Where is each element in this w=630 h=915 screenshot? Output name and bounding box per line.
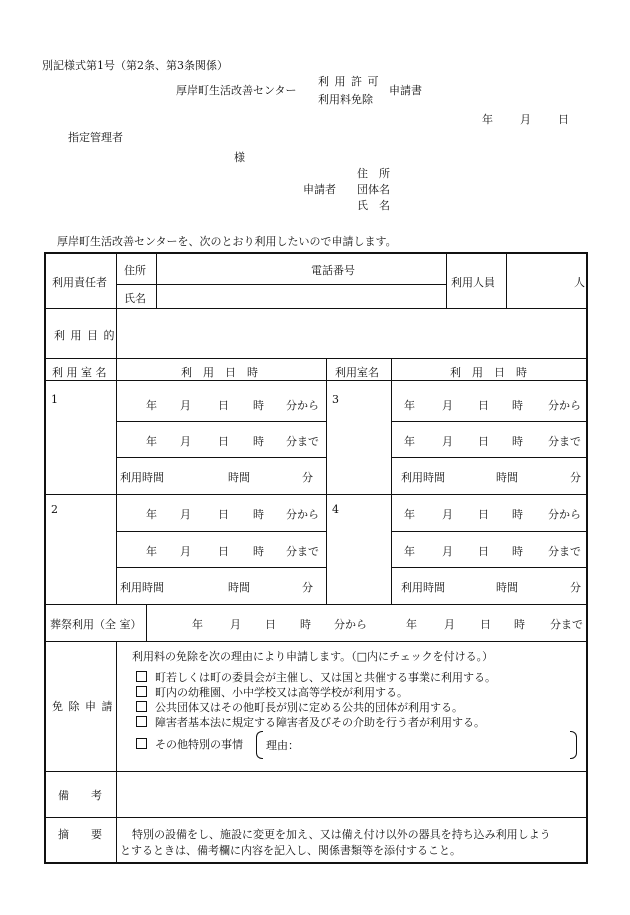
to-hour: 時: [253, 435, 264, 448]
reason-input[interactable]: [308, 733, 564, 753]
usage-hours: 時間: [228, 581, 250, 594]
reason-item: 障害者基本法に規定する障害者及びその介助を行う者が利用する。: [136, 714, 485, 730]
to-year: 年: [404, 435, 415, 448]
funeral-from-month: 月: [230, 618, 241, 631]
reason-item: 公共団体又はその他町長が別に定める公共的団体が利用する。: [136, 699, 463, 715]
person-unit: 人: [574, 276, 585, 289]
purpose-label: 利 用 目 的: [54, 329, 116, 342]
funeral-to-year: 年: [406, 618, 417, 631]
usage-time-label: 利用時間: [120, 581, 164, 594]
date-day: 日: [558, 113, 569, 126]
usage-minutes: 分: [302, 471, 313, 484]
reason-checkbox[interactable]: [136, 701, 147, 712]
usage-time-label: 利用時間: [120, 471, 164, 484]
doc-suffix: 申請書: [389, 84, 422, 97]
recipient: 指定管理者: [68, 131, 123, 144]
to-minute: 分まで: [548, 545, 581, 558]
users-count-label: 利用人員: [451, 276, 495, 289]
to-minute: 分まで: [286, 545, 319, 558]
to-hour: 時: [512, 545, 523, 558]
to-day: 日: [478, 435, 489, 448]
remarks-label: 備 考: [58, 789, 102, 802]
funeral-from-hour: 時: [300, 618, 311, 631]
to-year: 年: [404, 545, 415, 558]
reason-checkbox[interactable]: [136, 671, 147, 682]
reason-item: 町内の幼稚園、小中学校又は高等学校が利用する。: [136, 684, 408, 700]
funeral-to-minute: 分まで: [550, 618, 583, 631]
funeral-from-day: 日: [265, 618, 276, 631]
to-year: 年: [146, 545, 157, 558]
funeral-to-day: 日: [480, 618, 491, 631]
usage-hours: 時間: [496, 471, 518, 484]
room-3: 3: [332, 393, 339, 406]
reason-bracket-left: [256, 731, 263, 759]
from-year: 年: [404, 399, 415, 412]
type-permit: 利 用 許 可: [318, 75, 380, 88]
from-month: 月: [442, 508, 453, 521]
other-reason-item: その他特別の事情: [136, 736, 243, 752]
phone-label: 電話番号: [311, 264, 355, 277]
name-cell-label: 氏名: [124, 292, 146, 305]
to-minute: 分まで: [286, 435, 319, 448]
to-month: 月: [442, 435, 453, 448]
to-hour: 時: [512, 435, 523, 448]
date-year: 年: [482, 113, 493, 126]
usage-time-label: 利用時間: [401, 581, 445, 594]
funeral-to-month: 月: [444, 618, 455, 631]
exemption-label: 免 除 申 請: [52, 700, 114, 713]
reason-label: 理由：: [266, 739, 299, 752]
from-hour: 時: [253, 399, 264, 412]
from-minute: 分から: [286, 508, 319, 521]
usage-hours: 時間: [496, 581, 518, 594]
from-year: 年: [404, 508, 415, 521]
notes-line-1: 特別の設備をし、施設に変更を加え、又は備え付け以外の器具を持ち込み利用しよう: [132, 828, 551, 841]
form-number: 別記様式第1号（第2条、第3条関係）: [42, 59, 228, 72]
datetime-label-2: 利 用 日 時: [450, 366, 527, 379]
funeral-to-hour: 時: [514, 618, 525, 631]
reason-bracket-right: [570, 731, 577, 759]
funeral-label: 葬祭利用（全 室）: [50, 618, 142, 631]
from-day: 日: [218, 508, 229, 521]
funeral-from-year: 年: [192, 618, 203, 631]
group-label: 団体名: [357, 183, 390, 196]
application-table: [44, 252, 588, 864]
datetime-label-1: 利 用 日 時: [181, 366, 258, 379]
room-4: 4: [332, 503, 339, 516]
reason-checkbox[interactable]: [136, 686, 147, 697]
from-hour: 時: [512, 508, 523, 521]
usage-time-label: 利用時間: [401, 471, 445, 484]
honorific: 様: [234, 151, 245, 164]
to-hour: 時: [253, 545, 264, 558]
room-2: 2: [51, 503, 58, 516]
from-month: 月: [180, 399, 191, 412]
room-name-label: 利 用 室 名: [52, 366, 107, 379]
to-day: 日: [478, 545, 489, 558]
notes-line-2: とするときは、備考欄に内容を記入し、関係書類等を添付すること。: [120, 844, 461, 857]
address-cell-label: 住所: [124, 264, 146, 277]
to-day: 日: [218, 435, 229, 448]
from-hour: 時: [512, 399, 523, 412]
from-day: 日: [478, 399, 489, 412]
from-day: 日: [478, 508, 489, 521]
to-month: 月: [180, 435, 191, 448]
to-minute: 分まで: [548, 435, 581, 448]
usage-minutes: 分: [570, 581, 581, 594]
date-month: 月: [520, 113, 531, 126]
to-month: 月: [180, 545, 191, 558]
from-year: 年: [146, 508, 157, 521]
applicant-label: 申請者: [303, 183, 336, 196]
from-hour: 時: [253, 508, 264, 521]
address-label: 住 所: [357, 167, 390, 180]
from-minute: 分から: [548, 508, 581, 521]
from-minute: 分から: [286, 399, 319, 412]
to-day: 日: [218, 545, 229, 558]
from-minute: 分から: [548, 399, 581, 412]
reason-item: 町若しくは町の委員会が主催し、又は国と共催する事業に利用する。: [136, 669, 496, 685]
facility-name: 厚岸町生活改善センター: [176, 84, 297, 97]
room-name-label-2: 利用室名: [335, 366, 379, 379]
notes-label: 摘 要: [58, 828, 102, 841]
intro-text: 厚岸町生活改善センターを、次のとおり利用したいので申請します。: [57, 235, 397, 248]
usage-minutes: 分: [570, 471, 581, 484]
type-exempt: 利用料免除: [318, 93, 373, 106]
responsible-label: 利用責任者: [52, 276, 107, 289]
from-year: 年: [146, 399, 157, 412]
room-1: 1: [51, 393, 58, 406]
remarks-input[interactable]: [120, 776, 582, 812]
usage-hours: 時間: [228, 471, 250, 484]
usage-minutes: 分: [302, 581, 313, 594]
funeral-from-minute: 分から: [334, 618, 367, 631]
reason-checkbox[interactable]: [136, 716, 147, 727]
from-day: 日: [218, 399, 229, 412]
from-month: 月: [180, 508, 191, 521]
to-month: 月: [442, 545, 453, 558]
from-month: 月: [442, 399, 453, 412]
name-label: 氏 名: [357, 199, 390, 212]
to-year: 年: [146, 435, 157, 448]
exemption-intro: 利用料の免除を次の理由により申請します。（□内にチェックを付ける。）: [132, 650, 494, 663]
other-reason-checkbox[interactable]: [136, 738, 147, 749]
